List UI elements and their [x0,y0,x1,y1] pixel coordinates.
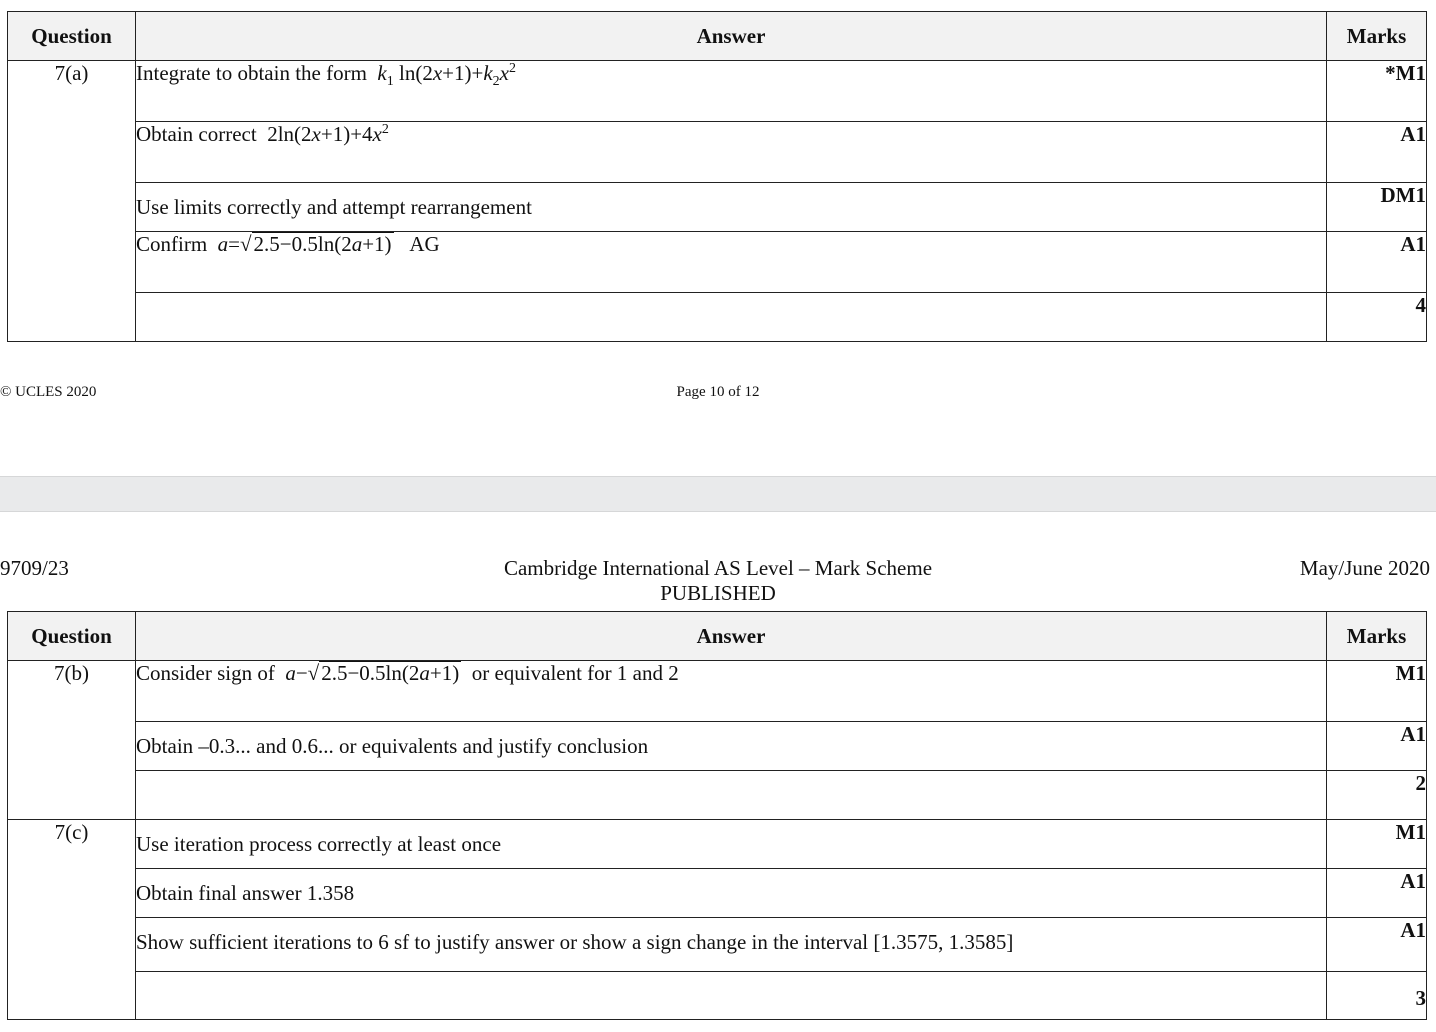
syllabus-code: 9709/23 [0,556,69,580]
footer-copyright: © UCLES 2020 [0,384,97,400]
table-row [8,183,1427,232]
question-label: 7(c) [8,820,136,1020]
footer-page-number: Page 10 of 12 [676,384,760,400]
mark-cell: A1 [1327,232,1427,293]
answer-cell: Use limits correctly and attempt rearrangement [136,183,1327,232]
column-header-question: Question [8,12,136,61]
math-expression: a=√2.5−0.5ln(2a+1) [217,232,392,256]
column-header-answer: Answer [136,12,1327,61]
question-label: 7(b) [8,661,136,820]
column-header-question: Question [8,612,136,661]
answer-given-tag: AG [409,232,440,256]
answer-cell: Obtain final answer 1.358 [136,869,1327,918]
document-status: PUBLISHED [660,581,776,605]
math-expression: a−√2.5−0.5ln(2a+1) [285,661,460,685]
table-row [8,918,1427,972]
table-row [8,869,1427,918]
mark-cell: A1 [1327,122,1427,183]
table-row [8,122,1427,183]
mark-cell: A1 [1327,918,1427,972]
table-row [8,232,1427,293]
document-title [0,556,1436,606]
table-row [8,722,1427,771]
total-mark-cell: 4 [1327,293,1427,342]
table-row-total [8,972,1427,1020]
column-header-marks: Marks [1327,12,1427,61]
answer-cell: Obtain –0.3... and 0.6... or equivalents and justify conclusion [136,722,1327,771]
column-header-marks: Marks [1327,612,1427,661]
mark-cell: A1 [1327,722,1427,771]
table-header-row [8,12,1427,61]
answer-text: Integrate to obtain the form [136,61,367,85]
mark-cell: DM1 [1327,183,1427,232]
total-mark-cell: 2 [1327,771,1427,820]
mark-scheme-table-7bc [7,611,1427,1020]
answer-cell-empty [136,293,1327,342]
mark-scheme-table-7a [7,11,1427,342]
document-title-text: Cambridge International AS Level – Mark Scheme [503,556,933,580]
answer-cell [136,122,1327,183]
answer-cell-empty [136,771,1327,820]
table-row-total [8,771,1427,820]
table-row [8,661,1427,722]
table-row [8,61,1427,122]
answer-text: Consider sign of [136,661,275,685]
mark-cell: A1 [1327,869,1427,918]
answer-cell: Show sufficient iterations to 6 sf to justify answer or show a sign change in the interval [1.3575, 1.3585] [136,918,1327,972]
page-separator [0,476,1436,512]
answer-cell [136,661,1327,722]
answer-cell [136,232,1327,293]
answer-text: Obtain correct [136,122,257,146]
question-label: 7(a) [8,61,136,342]
table-header-row [8,612,1427,661]
mark-cell: *M1 [1327,61,1427,122]
total-mark-cell: 3 [1327,972,1427,1020]
exam-session: May/June 2020 [1299,556,1430,580]
table-row-total [8,293,1427,342]
answer-cell [136,61,1327,122]
column-header-answer: Answer [136,612,1327,661]
answer-cell-empty [136,972,1327,1020]
page-top [0,0,1436,476]
math-expression: $k_1$ $\ln(2x+1)+k_2x^2$ [372,61,516,90]
math-expression: $2\ln(2x+1)+4x^2$ [261,122,389,146]
answer-text: or equivalent for 1 and 2 [471,661,679,685]
answer-text: Confirm [136,232,208,256]
answer-cell: Use iteration process correctly at least once [136,820,1327,869]
table-row [8,820,1427,869]
mark-cell: M1 [1327,661,1427,722]
mark-cell: M1 [1327,820,1427,869]
